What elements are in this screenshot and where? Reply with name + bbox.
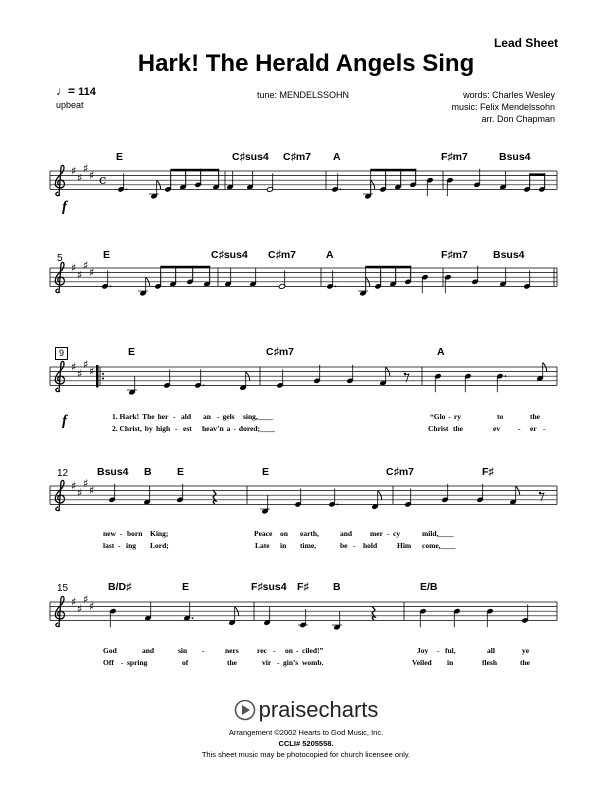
chord-symbol: F♯ (482, 466, 494, 478)
lyric-syllable: hold (363, 541, 378, 550)
augmentation-dot (340, 189, 342, 191)
lyric-syllable: flesh (482, 658, 497, 667)
lyric-syllable: ye (522, 646, 530, 655)
lyric-syllable: mer (370, 529, 383, 538)
lyric-syllable: - (277, 658, 280, 667)
sharp-icon: ♯ (71, 261, 77, 275)
lyric-syllable: - (448, 412, 451, 421)
chord-symbol: C♯sus4 (232, 151, 269, 163)
lyric-syllable: - (175, 424, 178, 433)
music-credit: music: Felix Mendelssohn (451, 102, 555, 112)
chord-symbol: C♯m7 (268, 249, 297, 261)
lyric-syllable: Off (103, 658, 114, 667)
quarter-rest-icon (372, 606, 375, 620)
lyric-syllable: last (103, 541, 115, 550)
beam (530, 173, 546, 175)
chord-symbol: A (437, 346, 445, 358)
quarter-note-icon: ♩= (56, 84, 76, 98)
sharp-icon: ♯ (89, 169, 95, 183)
augmentation-dot (335, 286, 337, 288)
lyric-syllable: of (182, 658, 189, 667)
lyric-syllable: born (127, 529, 143, 538)
arranger-credit: arr. Don Chapman (481, 114, 555, 124)
chord-symbol: E (182, 581, 190, 593)
augmentation-dot (505, 375, 507, 377)
lyric-syllable: - (387, 529, 390, 538)
measure-number: 5 (57, 253, 63, 264)
lyric-syllable: - (353, 541, 356, 550)
sharp-icon: ♯ (83, 162, 89, 176)
sharp-icon: ♯ (77, 602, 83, 616)
lyric-syllable: Veiled (412, 658, 432, 667)
chord-symbol: E (262, 466, 270, 478)
chord-symbol: A (326, 249, 334, 261)
lyric-syllable: The (142, 412, 155, 421)
lyric-syllable: - (295, 646, 299, 655)
chord-symbol: E/B (420, 581, 438, 593)
chord-symbol: C♯m7 (266, 346, 295, 358)
sharp-icon: ♯ (77, 486, 83, 500)
chord-symbol: C♯m7 (386, 466, 415, 478)
chord-symbol: Bsus4 (499, 151, 531, 163)
repeat-dot (102, 373, 104, 375)
chord-symbol: E (103, 249, 111, 261)
sharp-icon: ♯ (71, 164, 77, 178)
lyric-syllable: er (530, 424, 537, 433)
chord-symbol: Bsus4 (493, 249, 525, 261)
lyric-syllable: in (280, 541, 287, 550)
sharp-icon: ♯ (77, 171, 83, 185)
tune-label: tune: MENDELSSOHN (257, 90, 350, 100)
lyric-syllable: gin’s (283, 658, 299, 667)
dynamic-marking: f (62, 413, 67, 429)
common-time-icon: c (99, 173, 107, 188)
lyric-syllable: vir (262, 658, 272, 667)
chord-symbol: B (333, 581, 341, 593)
lyric-syllable: - (437, 646, 440, 655)
lyric-syllable: rec (257, 646, 267, 655)
lyric-syllable: ry (453, 412, 462, 421)
lyric-syllable: high (156, 424, 171, 433)
lyric-syllable: - (217, 412, 220, 421)
augmentation-dot (126, 189, 128, 191)
lyric-syllable: mild,____ (422, 529, 454, 538)
sharp-icon: ♯ (83, 259, 89, 273)
lyric-syllable: ciled!” (302, 646, 324, 655)
chord-symbol: F♯ (297, 581, 309, 593)
chord-symbol: C♯sus4 (211, 249, 248, 261)
lyric-syllable: 2. Christ, (112, 424, 142, 433)
lyric-syllable: new (103, 529, 116, 538)
lyric-syllable: - (543, 424, 546, 433)
lyric-syllable: est (183, 424, 192, 433)
lyric-syllable: earth, (300, 529, 319, 538)
lyric-syllable: time, (300, 541, 317, 550)
sharp-icon: ♯ (83, 477, 89, 491)
lyric-syllable: gels (222, 412, 235, 421)
lyric-syllable: spring (127, 658, 148, 667)
logo-text: praisecharts (258, 697, 379, 722)
chord-symbol: E (177, 466, 185, 478)
dynamic-marking: f (62, 199, 67, 215)
lyric-syllable: ing (126, 541, 137, 550)
ccli-number: CCLI# 5205558. (278, 739, 334, 748)
praisecharts-logo (0, 697, 612, 723)
treble-clef-icon (55, 165, 64, 195)
lyric-syllable: ald (181, 412, 192, 421)
beam (366, 266, 412, 268)
treble-clef-icon (55, 262, 64, 292)
lyric-syllable: the (530, 412, 540, 421)
lyric-syllable: Him (397, 541, 412, 550)
sheet-type-label: Lead Sheet (493, 36, 558, 50)
lyric-syllable: “Glo (430, 412, 446, 421)
lyric-syllable: all (487, 646, 495, 655)
chord-symbol: F♯m7 (441, 249, 468, 261)
beam (371, 169, 417, 171)
lyric-syllable: - (121, 658, 124, 667)
treble-clef-icon (55, 596, 64, 626)
sharp-icon: ♯ (71, 595, 77, 609)
augmentation-dot (110, 286, 112, 288)
lyric-syllable: and (142, 646, 155, 655)
lyric-syllable: her (157, 412, 169, 421)
copyright-text: Arrangement ©2002 Hearts to God Music, Inc. (228, 728, 384, 737)
measure-number: 9 (55, 347, 68, 360)
lyric-syllable: cy (393, 529, 401, 538)
beam (161, 266, 211, 268)
lyric-syllable: - (518, 424, 521, 433)
sharp-icon: ♯ (89, 365, 95, 379)
lyric-syllable: Peace (254, 529, 273, 538)
lyric-syllable: to (497, 412, 504, 421)
lyric-syllable: Christ (428, 424, 449, 433)
lyric-syllable: sin (178, 646, 188, 655)
play-icon (234, 699, 256, 721)
style-label: upbeat (56, 100, 84, 110)
lyric-syllable: - (173, 412, 176, 421)
lyric-syllable: come,____ (422, 541, 456, 550)
chord-symbol: C♯m7 (283, 151, 312, 163)
sharp-icon: ♯ (77, 268, 83, 282)
lyric-syllable: ners (225, 646, 239, 655)
song-title: Hark! The Herald Angels Sing (137, 50, 475, 77)
sharp-icon: ♯ (89, 484, 95, 498)
lyric-syllable: the (520, 658, 530, 667)
chord-symbol: B/D♯ (108, 581, 132, 593)
chord-symbol: E (116, 151, 124, 163)
sharp-icon: ♯ (71, 479, 77, 493)
lyric-syllable: King; (150, 529, 169, 538)
quarter-rest-icon (213, 490, 216, 504)
lyric-syllable: the (453, 424, 463, 433)
lyric-syllable: Joy (417, 646, 429, 655)
tempo-value: 114 (78, 86, 96, 98)
chord-symbol: F♯m7 (441, 151, 468, 163)
beam (171, 169, 220, 171)
chord-symbol: A (333, 151, 341, 163)
chord-symbol: B (144, 466, 152, 478)
chord-symbol: E (128, 346, 136, 358)
sharp-icon: ♯ (83, 358, 89, 372)
chord-symbol: Bsus4 (97, 466, 129, 478)
lyric-syllable: dored;____ (238, 424, 276, 433)
lyric-syllable: an (203, 412, 211, 421)
lyric-syllable: - (233, 424, 236, 433)
augmentation-dot (192, 617, 194, 619)
lyric-syllable: 1. Hark! (112, 412, 140, 421)
repeat-dot (102, 378, 104, 380)
sharp-icon: ♯ (83, 593, 89, 607)
augmentation-dot (337, 504, 339, 506)
sharp-icon: ♯ (71, 360, 77, 374)
lyric-syllable: and (340, 529, 353, 538)
lyric-syllable: - (202, 646, 205, 655)
lyric-syllable: sing,____ (243, 412, 273, 421)
treble-clef-icon (55, 361, 64, 391)
lyric-syllable: be (340, 541, 348, 550)
lyric-syllable: by (144, 424, 153, 433)
words-credit: words: Charles Wesley (463, 90, 555, 100)
lyric-syllable: - (120, 529, 123, 538)
sharp-icon: ♯ (89, 600, 95, 614)
lyric-syllable: on (285, 646, 293, 655)
augmentation-dot (203, 385, 205, 387)
lyric-syllable: in (447, 658, 454, 667)
lyric-syllable: ful, (445, 646, 456, 655)
sharp-icon: ♯ (77, 367, 83, 381)
lyric-syllable: womb. (302, 658, 324, 667)
lyric-syllable: on (280, 529, 288, 538)
lyric-syllable: a (226, 424, 231, 433)
lyric-syllable: - (273, 646, 276, 655)
lyric-syllable: Lord; (150, 541, 169, 550)
lyric-syllable: heav’n (202, 424, 224, 433)
license-text: This sheet music may be photocopied for church licensee only. (201, 750, 411, 759)
repeat-bracket (96, 365, 99, 387)
lyric-syllable: the (227, 658, 237, 667)
measure-number: 15 (57, 583, 69, 594)
lyric-syllable: ev (493, 424, 501, 433)
measure-number: 12 (57, 468, 69, 479)
lyric-syllable: Late (255, 541, 270, 550)
chord-symbol: F♯sus4 (251, 581, 287, 593)
sharp-icon: ♯ (89, 266, 95, 280)
lyric-syllable: God (103, 646, 117, 655)
lyric-syllable: - (118, 541, 121, 550)
treble-clef-icon (55, 480, 64, 510)
